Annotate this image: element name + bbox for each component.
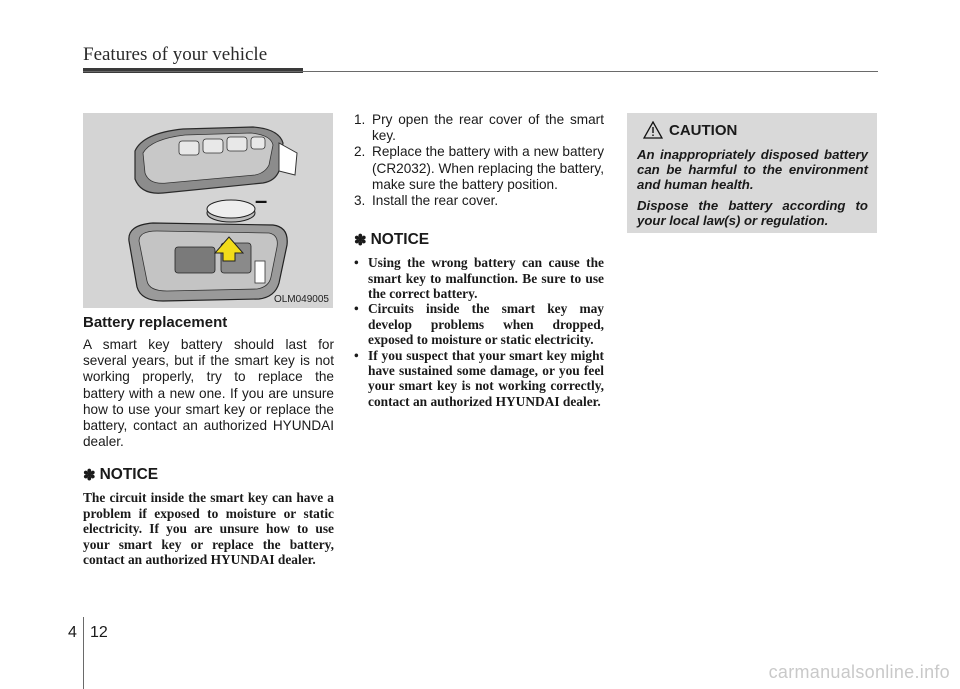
caution-heading <box>643 121 868 139</box>
bullet-icon: • <box>354 301 359 317</box>
bullet-icon: • <box>354 255 359 271</box>
bullet-text: Circuits inside the smart key may develop problems when dropped, exposed to moisture or static electricity. <box>368 301 604 348</box>
chapter-number: 4 <box>68 624 77 641</box>
smart-key-illustration <box>83 113 333 308</box>
key-bottom-housing <box>129 223 287 301</box>
notice-text: The circuit inside the smart key can have a problem if exposed to moisture or static electricity. If you are unsure how to use your smart key or replace the battery, contact an authorized HYUNDAI dealer. <box>83 490 334 568</box>
figure-code: OLM049005 <box>273 294 329 305</box>
notice-title: NOTICE <box>99 466 159 484</box>
minus-sign: – <box>255 188 268 213</box>
caution-title: CAUTION <box>669 121 738 139</box>
notice-heading <box>354 231 604 249</box>
notice-mark-icon: ✽ <box>83 467 96 485</box>
caution-box <box>627 113 877 233</box>
step-item <box>354 112 604 144</box>
caution-text-1: An inappropriately disposed battery can be harmful to the environment and human health. <box>637 147 868 193</box>
header-rule <box>83 71 878 72</box>
watermark-text: carmanualsonline.info <box>768 662 950 682</box>
bullet-icon: • <box>354 347 359 363</box>
bullet-text: Using the wrong battery can cause the smart key to malfunction. Be sure to use the correct battery. <box>368 255 604 302</box>
step-text: Replace the battery with a new battery (CR2032). When replacing the battery, make sure the battery position. <box>372 144 604 192</box>
smart-key-battery-figure <box>83 113 333 308</box>
caution-text-2: Dispose the battery according to your local law(s) or regulation. <box>637 197 868 228</box>
list-item <box>354 301 604 347</box>
list-item <box>354 348 604 410</box>
battery-replacement-heading: Battery replacement <box>83 314 228 331</box>
notice-title: NOTICE <box>370 231 430 249</box>
notice-bullets <box>354 255 604 409</box>
step-item <box>354 144 604 193</box>
key-top-cover <box>135 127 297 193</box>
bullet-text: If you suspect that your smart key might have sustained some damage, or you feel your smart key is not working correctly, contact an authorized HYUNDAI dealer. <box>368 347 604 409</box>
step-number: 2. <box>354 144 366 160</box>
page-number: 12 <box>90 624 108 641</box>
notice-mark-icon: ✽ <box>354 232 367 250</box>
replacement-steps <box>354 112 604 209</box>
list-item <box>354 255 604 301</box>
middle-column <box>354 112 604 409</box>
warning-triangle-icon <box>643 121 663 139</box>
step-text: Install the rear cover. <box>372 193 499 209</box>
left-column <box>83 314 334 567</box>
battery-replacement-text: A smart key battery should last for several years, but if the smart key is not working properly, try to replace the battery with a new one. If you are unsure how to use your smart key or replace the battery, contact an authorized HYUNDAI dealer. <box>83 337 334 450</box>
step-item <box>354 193 604 209</box>
step-text: Pry open the rear cover of the smart key. <box>372 112 604 144</box>
page-header-title: Features of your vehicle <box>83 44 268 65</box>
notice-heading <box>83 466 334 484</box>
coin-battery <box>207 200 255 222</box>
step-number: 1. <box>354 112 366 127</box>
footer-divider <box>83 617 84 689</box>
step-number: 3. <box>354 193 366 209</box>
